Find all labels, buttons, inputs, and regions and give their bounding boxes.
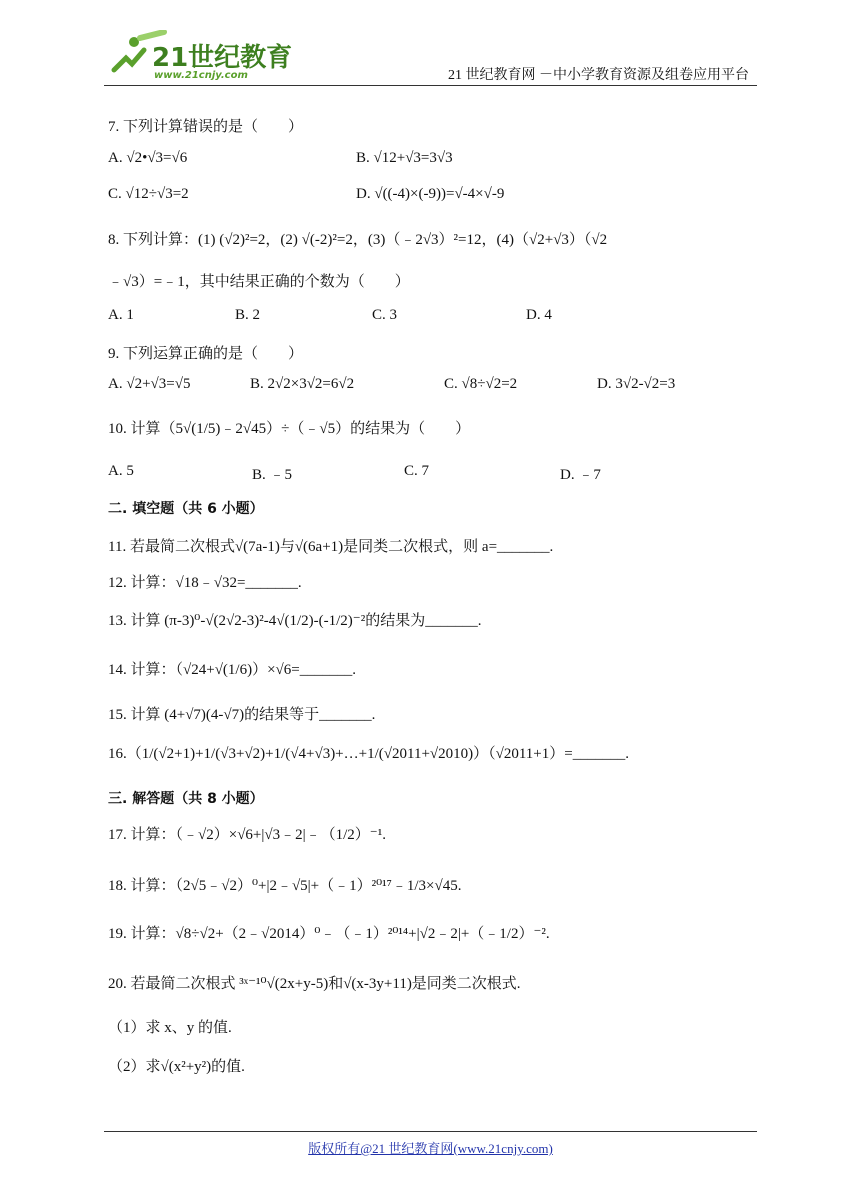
q9-option-d: D. 3√2-√2=3 (597, 376, 676, 392)
q8-option-a: A. 1 (108, 307, 134, 323)
q10-option-d: D. ﹣7 (560, 467, 601, 483)
q8-option-d: D. 4 (526, 307, 552, 323)
header-divider (104, 85, 757, 86)
q8-stem-cont: ﹣√3）=﹣1，其中结果正确的个数为（ ） (108, 274, 410, 290)
q7-option-a: A. √2•√3=√6 (108, 150, 188, 166)
q15: 15. 计算 (4+√7)(4-√7)的结果等于_______. (108, 707, 376, 723)
q20-part2: （2）求√(x²+y²)的值. (108, 1059, 245, 1075)
q9-stem: 9. 下列运算正确的是（ ） (108, 346, 304, 362)
q20-part1: （1）求 x、y 的值. (108, 1020, 232, 1036)
q10-stem: 10. 计算（5√(1/5)﹣2√45）÷（﹣√5）的结果为（ ） (108, 421, 471, 437)
q16: 16.（1/(√2+1)+1/(√3+√2)+1/(√4+√3)+…+1/(√2011+√2010)）（√2011+1）=_______. (108, 746, 629, 762)
q11: 11. 若最简二次根式√(7a-1)与√(6a+1)是同类二次根式，则 a=_______. (108, 539, 554, 555)
q18: 18. 计算：（2√5﹣√2）⁰+|2﹣√5|+（﹣1）²⁰¹⁷﹣1/3×√45. (108, 878, 462, 894)
q7-stem: 7. 下列计算错误的是（ ） (108, 119, 304, 135)
section-fill-in-title: 二. 填空题（共 6 小题） (108, 501, 264, 517)
q10-option-b: B. ﹣5 (252, 467, 293, 483)
footer-divider (104, 1131, 757, 1132)
q17: 17. 计算：（﹣√2）×√6+|√3﹣2|﹣（1/2）⁻¹. (108, 827, 386, 843)
footer-copyright-link[interactable]: 版权所有@21 世纪教育网(www.21cnjy.com) (308, 1141, 553, 1156)
q9-option-b: B. 2√2×3√2=6√2 (250, 376, 355, 392)
logo-url: www.21cnjy.com (154, 70, 248, 81)
q7-option-c: C. √12÷√3=2 (108, 186, 189, 202)
q8-option-c: C. 3 (372, 307, 398, 323)
q20: 20. 若最简二次根式 ³ˣ⁻¹⁰√(2x+y-5)和√(x-3y+11)是同类二次根式. (108, 976, 521, 992)
q10-option-a: A. 5 (108, 463, 134, 479)
section-answer-title: 三. 解答题（共 8 小题） (108, 791, 264, 807)
q10-option-c: C. 7 (404, 463, 430, 479)
q7-option-d: D. √((-4)×(-9))=√-4×√-9 (356, 186, 505, 202)
logo-runner-icon (104, 30, 304, 82)
q8-stem: 8. 下列计算：(1) (√2)²=2，(2) √(-2)²=2，(3)（﹣2√3）²=12，(4)（√2+√3）（√2 (108, 232, 608, 248)
logo-text: 21世纪教育 (152, 43, 293, 73)
q14: 14. 计算：（√24+√(1/6)）×√6=_______. (108, 662, 356, 678)
q9-option-a: A. √2+√3=√5 (108, 376, 191, 392)
q7-option-b: B. √12+√3=3√3 (356, 150, 453, 166)
q13: 13. 计算 (π-3)⁰-√(2√2-3)²-4√(1/2)-(-1/2)⁻²的结果为_______. (108, 613, 482, 629)
q8-option-b: B. 2 (235, 307, 261, 323)
q9-option-c: C. √8÷√2=2 (444, 376, 518, 392)
q12: 12. 计算：√18﹣√32=_______. (108, 575, 302, 591)
logo (104, 30, 304, 82)
q19: 19. 计算：√8÷√2+（2﹣√2014）⁰﹣（﹣1）²⁰¹⁴+|√2﹣2|+（﹣1/2）⁻². (108, 926, 550, 942)
header-site-title: 21 世纪教育网 －中小学教育资源及组卷应用平台 (448, 68, 749, 83)
